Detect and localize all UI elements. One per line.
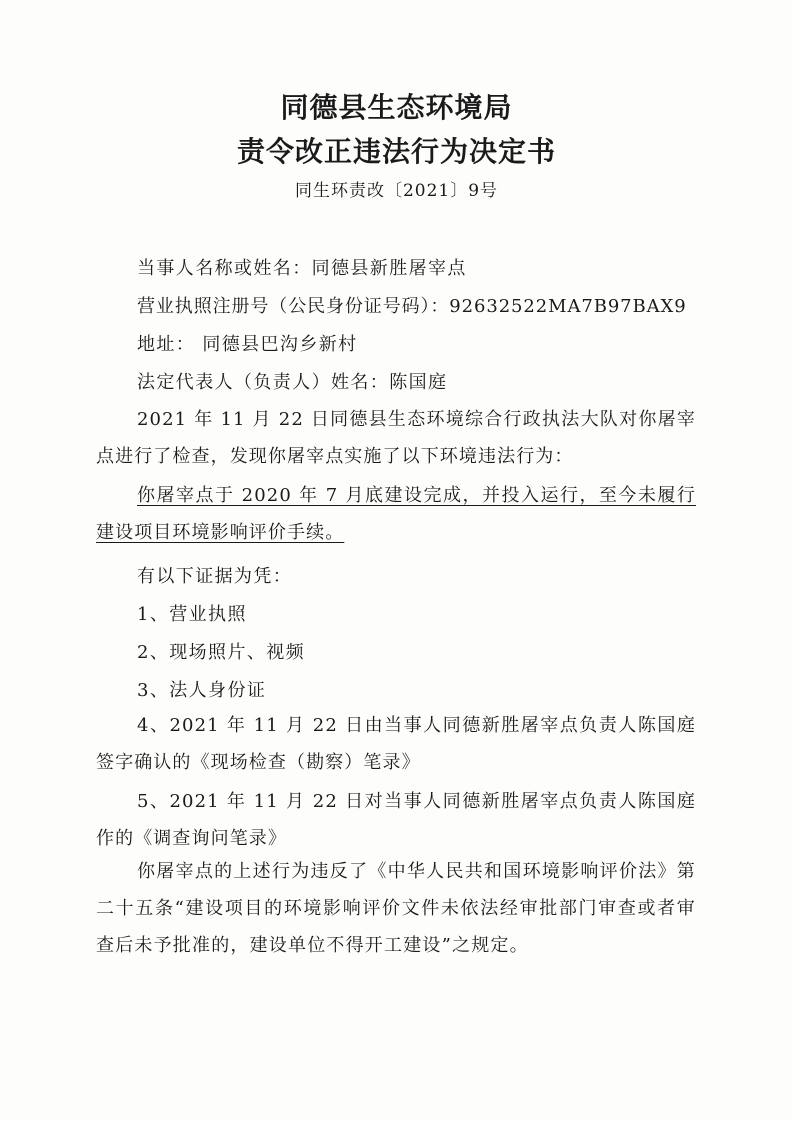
legal-basis-paragraph: 你屠宰点的上述行为违反了《中华人民共和国环境影响评价法》第二十五条“建设项目的环境影响评价文件未依法经审批部门审查或者审查后未予批准的，建设单位不得开工建设”之规定。 [96, 861, 696, 956]
document-number: 同生环责改〔2021〕9号 [294, 181, 499, 201]
evidence-item: 3、法人身份证 [137, 680, 267, 701]
agency-title: 同德县生态环境局 [280, 91, 513, 124]
document-title: 责令改正违法行为决定书 [236, 135, 556, 168]
evidence-item: 2、现场照片、视频 [137, 642, 306, 663]
evidence-item: 4、2021 年 11 月 22 日由当事人同德新胜屠宰点负责人陈国庭签字确认的《现场检查（勘察）笔录》 [96, 715, 696, 773]
evidence-intro: 有以下证据为凭： [137, 566, 293, 587]
party-name: 当事人名称或姓名：同德县新胜屠宰点 [137, 258, 467, 279]
evidence-item: 5、2021 年 11 月 22 日对当事人同德新胜屠宰点负责人陈国庭作的《调查询问笔录》 [96, 791, 696, 849]
violation-paragraph: 你屠宰点于 2020 年 7 月底建设完成，并投入运行，至今未履行建设项目环境影响评价手续。 [96, 485, 696, 543]
evidence-item: 1、营业执照 [137, 604, 247, 625]
party-address: 地址： 同德县巴沟乡新村 [137, 334, 358, 355]
inspection-paragraph: 2021 年 11 月 22 日同德县生态环境综合行政执法大队对你屠宰点进行了检查，发现你屠宰点实施了以下环境违法行为： [96, 409, 696, 467]
business-license: 营业执照注册号（公民身份证号码）：92632522MA7B97BAX9 [137, 296, 687, 317]
legal-representative: 法定代表人（负责人）姓名：陈国庭 [137, 372, 448, 393]
